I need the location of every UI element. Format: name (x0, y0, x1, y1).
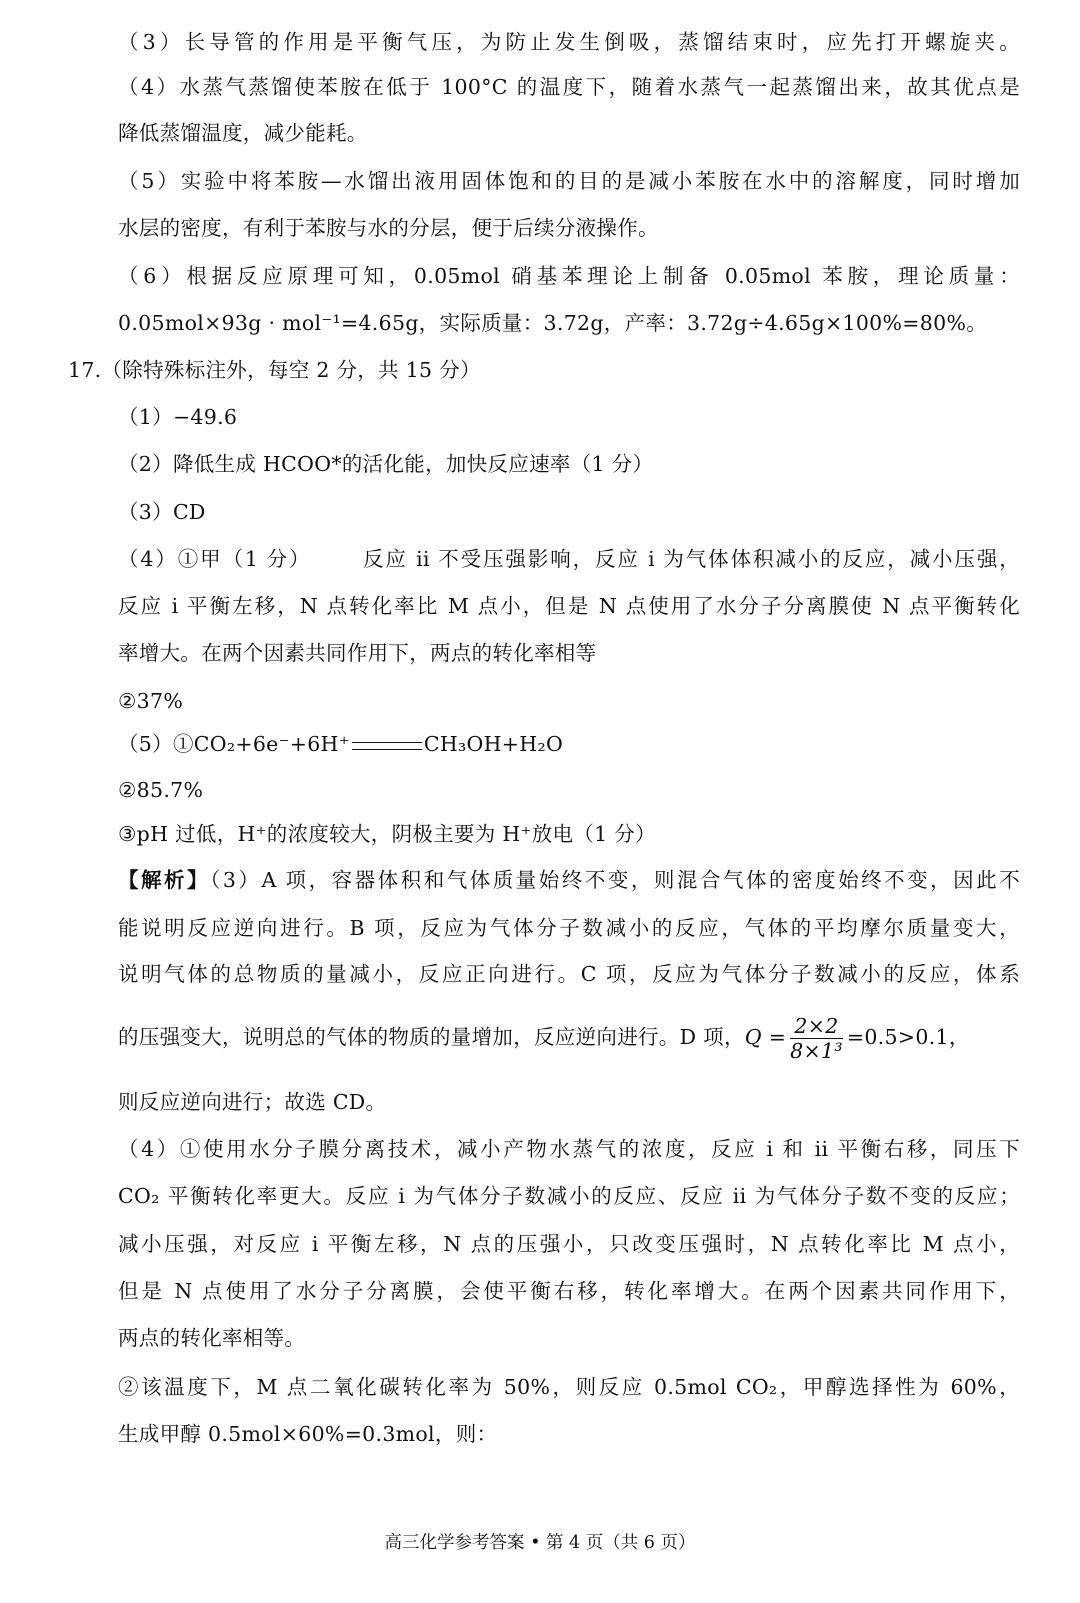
analysis-4-2-line2: 生成甲醇 0.5mol×60%=0.3mol，则： (118, 1422, 498, 1446)
answer-16-5-line1: （5）实验中将苯胺—水馏出液用固体饱和的目的是减小苯胺在水中的溶解度，同时增加 (118, 169, 1020, 193)
analysis-text: （3）A 项，容器体积和气体质量始终不变，则混合气体的密度始终不变，因此不 (210, 868, 1021, 892)
analysis-4-line2: CO₂ 平衡转化率更大。反应 i 为气体分子数减小的反应、反应 ii 为气体分子数不变的反应； (118, 1184, 1020, 1208)
page-footer: 高三化学参考答案 • 第 4 页（共 6 页） (384, 1533, 696, 1553)
equation-right: CH₃OH+H₂O (423, 732, 564, 756)
answer-16-6-line2: 0.05mol×93g · mol⁻¹=4.65g，实际质量：3.72g，产率：3.72g÷4.65g×100%=80%。 (118, 311, 988, 335)
analysis-label: 【解析】 (118, 868, 211, 892)
analysis-line3: 说明气体的总物质的量减小，反应正向进行。C 项，反应为气体分子数减小的反应，体系 (118, 962, 1020, 986)
q-fraction (790, 1014, 843, 1063)
equals-arrow-icon (352, 742, 422, 750)
answer-17-3: （3）CD (118, 500, 206, 524)
answer-17-4-line2: 反应 i 平衡左移，N 点转化率比 M 点小，但是 N 点使用了水分子分离膜使 N 点平衡转化 (118, 594, 1020, 618)
q-denominator: 8×1³ (790, 1039, 843, 1063)
q-symbol: Q = (744, 1025, 787, 1049)
answer-16-3: （3）长导管的作用是平衡气压，为防止发生倒吸，蒸馏结束时，应先打开螺旋夹。 (118, 30, 1020, 54)
q-numerator: 2×2 (790, 1014, 843, 1039)
analysis-4-line5: 两点的转化率相等。 (118, 1326, 306, 1350)
answer-16-5-line2: 水层的密度，有利于苯胺与水的分层，便于后续分液操作。 (118, 216, 659, 240)
analysis-line4 (118, 1013, 1020, 1063)
answer-17-1: （1）−49.6 (118, 405, 238, 429)
analysis-line2: 能说明反应逆向进行。B 项，反应为气体分子数减小的反应，气体的平均摩尔质量变大， (118, 916, 1020, 940)
analysis-line1 (118, 864, 1020, 896)
analysis-4-line1: （4）①使用水分子膜分离技术，减小产物水蒸气的浓度，反应 i 和 ii 平衡右移，同压下 (118, 1137, 1020, 1161)
answer-17-5-3: ③pH 过低，H⁺的浓度较大，阴极主要为 H⁺放电（1 分） (118, 822, 656, 846)
analysis-line4-text: 的压强变大，说明总的气体的物质的量增加，反应逆向进行。D 项， (118, 1025, 745, 1049)
answer-16-6-line1: （6）根据反应原理可知，0.05mol 硝基苯理论上制备 0.05mol 苯胺，理论质量： (118, 264, 1020, 288)
equation-left: （5）①CO₂+6e⁻+6H⁺ (118, 732, 350, 756)
analysis-line5: 则反应逆向进行；故选 CD。 (118, 1090, 387, 1114)
answer-17-4-line3: 率增大。在两个因素共同作用下，两点的转化率相等 (118, 641, 597, 665)
answer-17-5-1 (118, 728, 1020, 760)
analysis-4-line3: 减小压强，对反应 i 平衡左移，N 点的压强小，只改变压强时，N 点转化率比 M 点小， (118, 1232, 1020, 1256)
answer-17-4-2: ②37% (118, 689, 184, 713)
analysis-4-2-line1: ②该温度下，M 点二氧化碳转化率为 50%，则反应 0.5mol CO₂，甲醇选择性为 60%， (118, 1375, 1020, 1399)
analysis-4-line4: 但是 N 点使用了水分子分离膜，会使平衡右移，转化率增大。在两个因素共同作用下， (118, 1279, 1020, 1303)
question-17-header: 17.（除特殊标注外，每空 2 分，共 15 分） (68, 358, 481, 382)
answer-16-4-line1: （4）水蒸气蒸馏使苯胺在低于 100°C 的温度下，随着水蒸气一起蒸馏出来，故其优点是 (118, 75, 1020, 99)
answer-17-4-line1 (118, 543, 1020, 575)
q-result: =0.5>0.1， (846, 1025, 970, 1049)
answer-16-4-line2: 降低蒸馏温度，减少能耗。 (118, 121, 368, 145)
answer-17-4-choice: （4）①甲（1 分） (118, 547, 312, 571)
answer-17-4-reason: 反应 ii 不受压强影响，反应 i 为气体体积减小的反应，减小压强， (361, 547, 1020, 571)
answer-17-2: （2）降低生成 HCOO*的活化能，加快反应速率（1 分） (118, 452, 654, 476)
answer-17-5-2: ②85.7% (118, 778, 204, 802)
